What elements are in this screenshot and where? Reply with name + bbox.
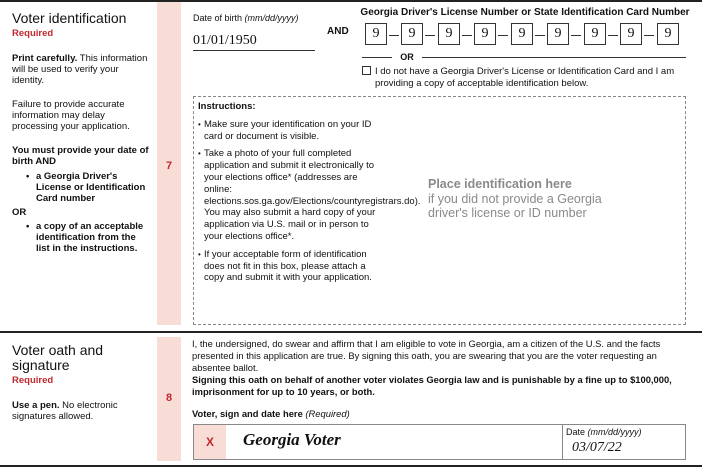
digit-separator (462, 35, 472, 36)
oath-text: I, the undersigned, do swear and affirm that I am eligible to vote in Georgia, am a citizen of the U.S. and the facts presented in this application are true. By signing this oath, you are swearing that you are the voter requesting an absentee ballot. (192, 338, 661, 373)
section-7-sidebar (12, 11, 152, 254)
license-digit[interactable]: 9 (365, 23, 387, 45)
date-label (566, 427, 642, 437)
section-7-number: 7 (165, 160, 173, 172)
print-carefully-text: This information will be used to verify your identity. (12, 53, 148, 86)
instructions-title: Instructions: (198, 101, 256, 112)
option-copy: • a copy of an acceptable identification from the list in the instructions. (12, 221, 152, 254)
no-license-checkbox[interactable] (362, 66, 371, 75)
digit-separator (425, 35, 435, 36)
signature-x-mark: X (194, 425, 226, 459)
option-license: • a Georgia Driver's License or Identification Card number (12, 171, 152, 204)
must-provide-note: You must provide your date of birth AND (12, 145, 149, 167)
pen-note-bold: Use a pen. (12, 400, 60, 411)
license-digit[interactable]: 9 (620, 23, 642, 45)
license-digit[interactable]: 9 (584, 23, 606, 45)
section-8-title: Voter oath and signature (12, 342, 104, 373)
dob-label-format: (mm/dd/yyyy) (244, 13, 299, 23)
digit-separator (644, 35, 654, 36)
dob-label (193, 13, 299, 23)
digit-separator (535, 35, 545, 36)
instruction-item: • Take a photo of your full completed application and submit it electronically to your elections office* (addresses are online: elections.sos.ga.gov/Elections/countyregistrars.do). You may also submit a hard copy of your application via U.S. mail or in person to your elections office*. (198, 148, 376, 242)
digit-separator (571, 35, 581, 36)
digit-separator (608, 35, 618, 36)
license-title: Georgia Driver's License Number or State Identification Card Number (360, 7, 690, 18)
print-carefully-note (12, 53, 152, 86)
instruction-item: • If your acceptable form of identification does not fit in this box, please attach a copy and submit it with your application. (198, 249, 376, 284)
pen-note (12, 400, 152, 422)
or-line-left (362, 57, 392, 58)
pen-note-text: No electronic signatures allowed. (12, 400, 118, 422)
license-digit[interactable]: 9 (401, 23, 423, 45)
date-label-text: Date (566, 427, 586, 437)
digit-separator (498, 35, 508, 36)
instructions (198, 101, 421, 290)
or-separator: OR (400, 52, 414, 62)
section-7-title: Voter identification (12, 10, 127, 26)
section-8-sidebar (12, 343, 152, 422)
placeholder-title: Place identification here (428, 177, 572, 191)
license-digit[interactable]: 9 (474, 23, 496, 45)
license-digit[interactable]: 9 (438, 23, 460, 45)
bottom-rule (0, 465, 702, 467)
section-divider (0, 331, 702, 333)
dob-field[interactable]: 01/01/1950 (193, 33, 315, 51)
and-label: AND (327, 26, 349, 37)
sign-label-text: Voter, sign and date here (192, 408, 303, 419)
date-field[interactable]: 03/07/22 (572, 440, 622, 455)
dob-label-text: Date of birth (193, 13, 243, 23)
sign-label (192, 408, 350, 419)
license-digit[interactable]: 9 (547, 23, 569, 45)
sign-label-required: (Required) (305, 408, 350, 419)
date-divider (562, 424, 563, 460)
signature-field[interactable]: Georgia Voter (243, 430, 341, 449)
section-8-required: Required (12, 375, 54, 386)
placeholder-subtitle: if you did not provide a Georgia driver's license or ID number (428, 192, 602, 220)
print-carefully-bold: Print carefully. (12, 53, 78, 64)
no-license-text: I do not have a Georgia Driver's License or Identification Card and I am providing a copy of acceptable identification below. (375, 66, 675, 89)
digit-separator (389, 35, 399, 36)
instruction-item: • Make sure your identification on your ID card or document is visible. (198, 119, 376, 143)
or-line-right (422, 57, 686, 58)
section-8-number: 8 (165, 392, 173, 404)
failure-note: Failure to provide accurate information may delay processing your application. (12, 99, 130, 132)
option-or: OR (12, 207, 27, 218)
oath-warning: Signing this oath on behalf of another voter violates Georgia law and is punishable by a fine up to $100,000, imprisonment for up to 10 years, or both. (192, 374, 672, 397)
license-digit[interactable]: 9 (657, 23, 679, 45)
date-label-format: (mm/dd/yyyy) (587, 427, 642, 437)
top-rule (0, 0, 702, 2)
license-digit[interactable]: 9 (511, 23, 533, 45)
section-7-required: Required (12, 28, 54, 39)
